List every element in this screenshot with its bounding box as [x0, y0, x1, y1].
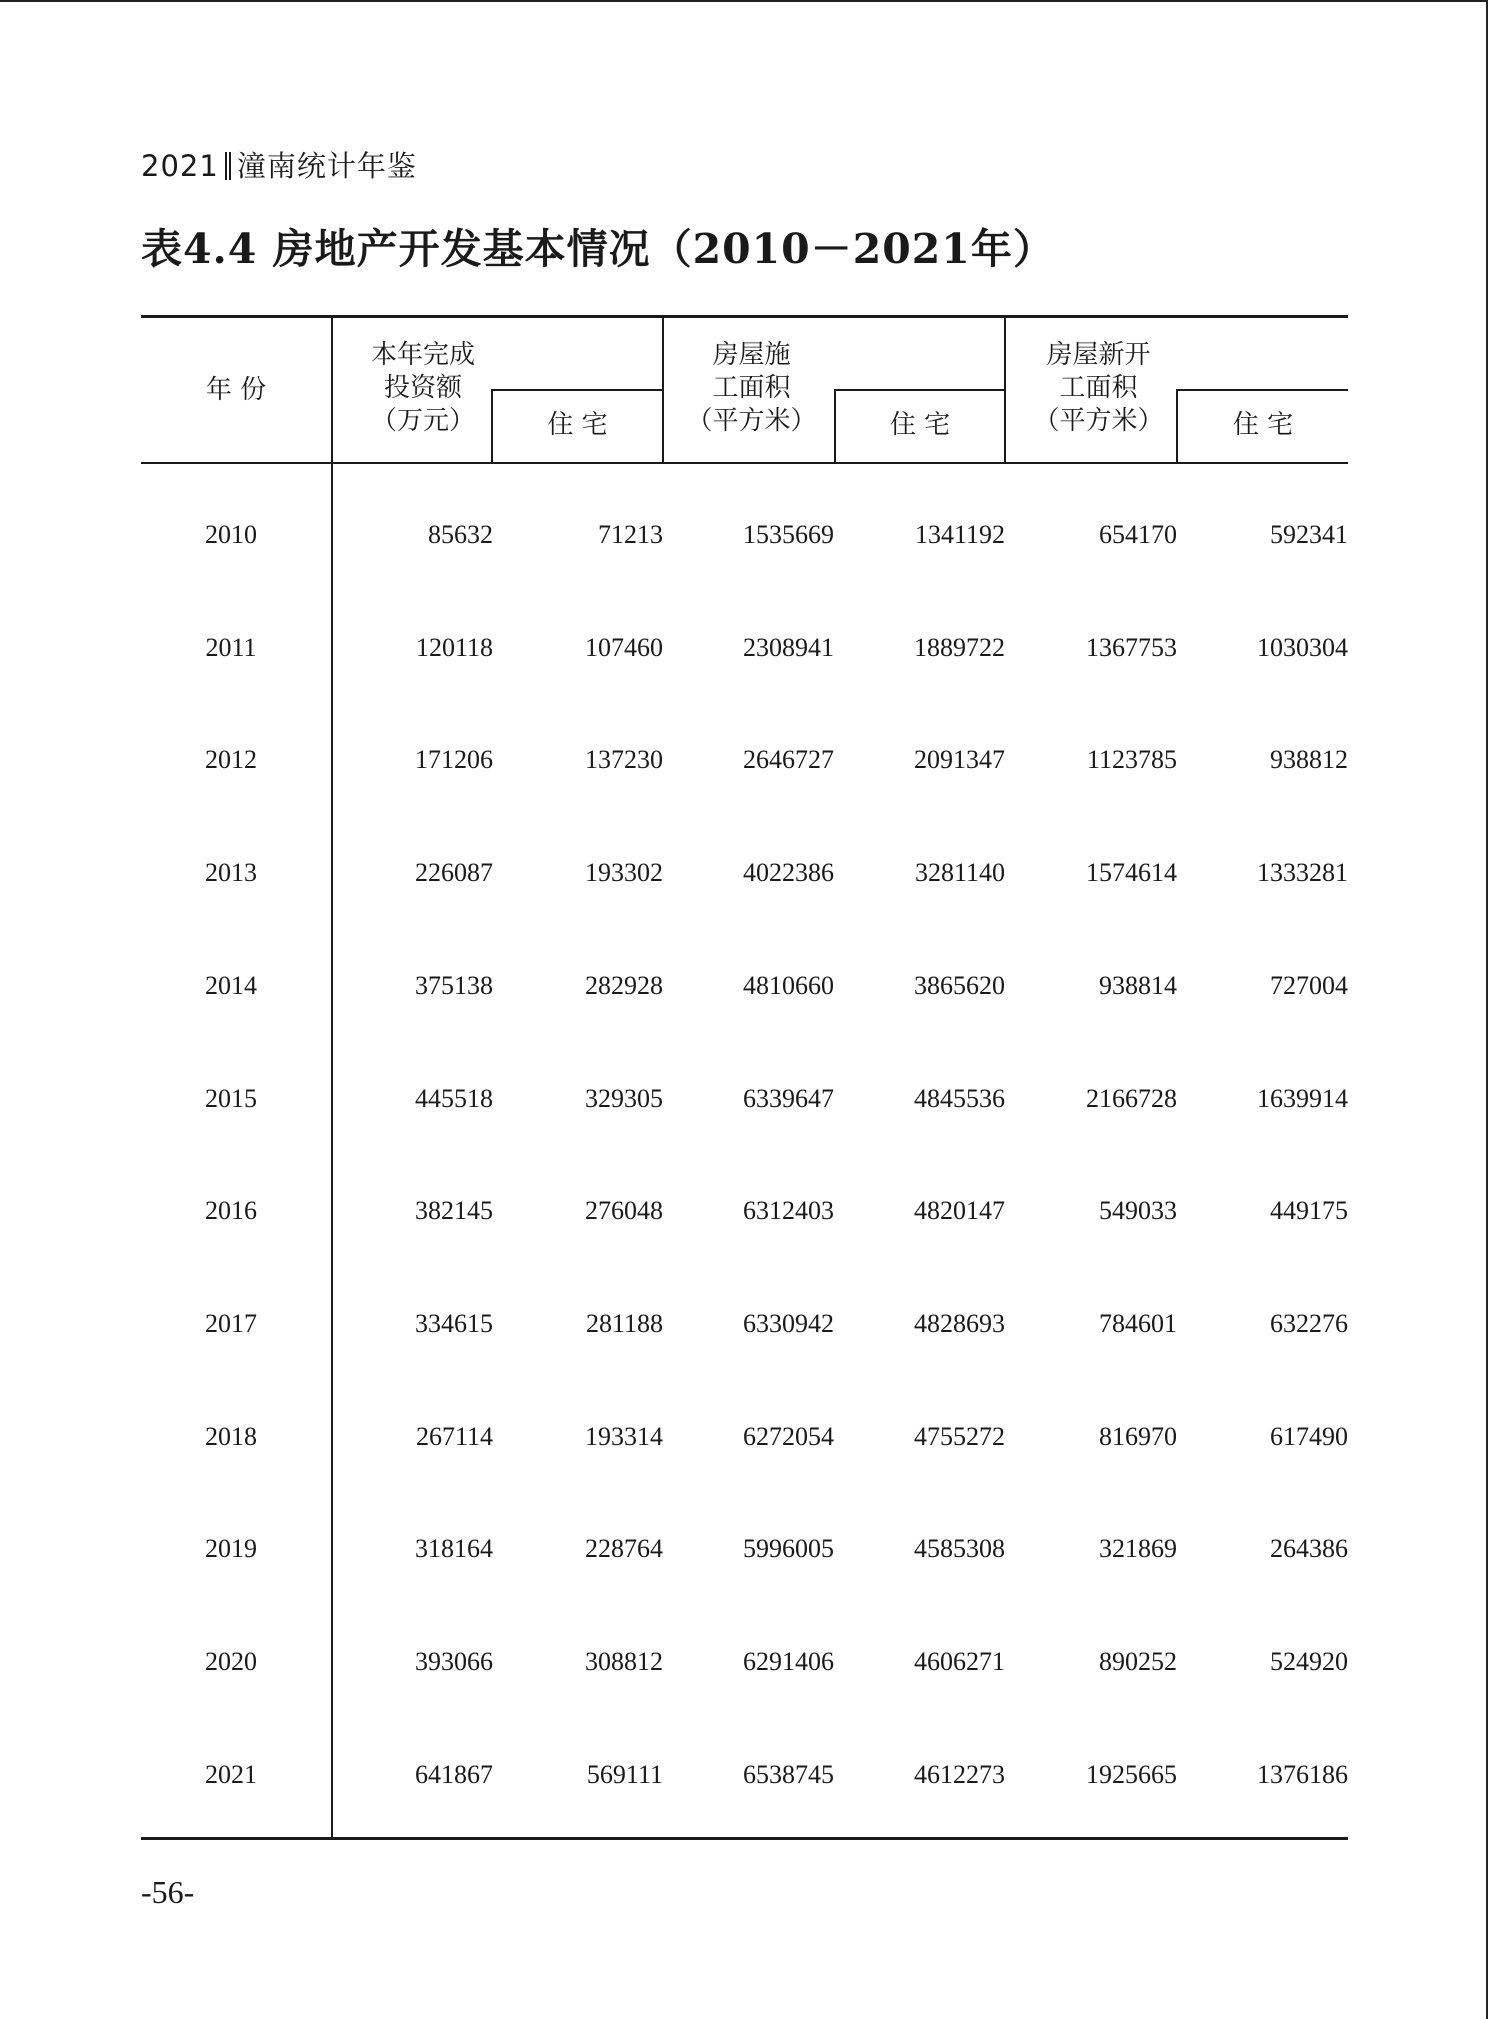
header-investment-residential: 住 宅 [547, 410, 608, 440]
construction-residential-cell: 3281140 [914, 858, 1005, 887]
page-border-top [0, 0, 1488, 2]
year-cell: 2019 [205, 1534, 257, 1563]
new-construction-residential-cell: 449175 [1270, 1196, 1348, 1225]
table-top-rule [141, 315, 1348, 318]
new-construction-cell: 784601 [1099, 1309, 1177, 1338]
year-cell: 2018 [205, 1422, 257, 1451]
investment-cell: 318164 [415, 1534, 493, 1563]
header-new-construction-residential: 住 宅 [1232, 410, 1294, 440]
construction-cell: 2308941 [743, 633, 834, 662]
investment-cell: 85632 [428, 520, 493, 549]
new-construction-cell: 890252 [1099, 1647, 1177, 1676]
construction-cell: 6291406 [743, 1647, 834, 1676]
investment-residential-cell: 282928 [585, 971, 663, 1000]
construction-residential-cell: 4820147 [914, 1196, 1005, 1225]
header-construction-line-2: 工面积 [712, 373, 791, 403]
double-bar-separator-icon [225, 152, 231, 180]
header-construction-residential: 住 宅 [889, 410, 951, 440]
year-cell: 2016 [205, 1196, 257, 1225]
construction-cell: 4022386 [743, 858, 834, 887]
new-construction-residential-cell: 592341 [1270, 520, 1348, 549]
investment-residential-cell: 107460 [585, 633, 663, 662]
header-construction [664, 339, 839, 438]
construction-cell: 2646727 [743, 745, 834, 774]
construction-residential-cell: 3865620 [914, 971, 1005, 1000]
construction-cell: 6538745 [743, 1760, 834, 1789]
construction-residential-cell: 1341192 [914, 520, 1005, 549]
year-cell: 2010 [205, 520, 257, 549]
header-investment-line-2: 投资额 [383, 373, 462, 403]
new-construction-cell: 549033 [1099, 1196, 1177, 1225]
investment-cell: 267114 [415, 1422, 493, 1451]
construction-cell: 4810660 [743, 971, 834, 1000]
construction-residential-cell: 1889722 [914, 633, 1005, 662]
header-investment-line-1: 本年完成 [370, 340, 475, 370]
subheader-rule-investment [491, 389, 663, 391]
investment-residential-cell: 228764 [585, 1534, 663, 1563]
investment-residential-cell: 569111 [586, 1760, 663, 1789]
construction-residential-cell: 4606271 [914, 1647, 1005, 1676]
investment-cell: 334615 [415, 1309, 493, 1338]
construction-cell: 6312403 [743, 1196, 834, 1225]
year-cell: 2021 [205, 1760, 257, 1789]
construction-cell: 6330942 [743, 1309, 834, 1338]
new-construction-cell: 321869 [1099, 1534, 1177, 1563]
running-head-book-title: 潼南统计年鉴 [236, 149, 417, 183]
table-bottom-rule [141, 1837, 1348, 1840]
subheader-rule-new-construction [1176, 389, 1348, 391]
header-investment-line-3: （万元） [370, 406, 475, 436]
header-construction-line-3: （平方米） [686, 406, 817, 436]
construction-cell: 6339647 [743, 1084, 834, 1113]
page-number: -56- [141, 1874, 195, 1910]
construction-residential-cell: 2091347 [914, 745, 1005, 774]
new-construction-cell: 1925665 [1086, 1760, 1177, 1789]
investment-residential-cell: 193314 [585, 1422, 663, 1451]
construction-residential-cell: 4828693 [914, 1309, 1005, 1338]
year-cell: 2012 [205, 745, 257, 774]
year-cell: 2014 [205, 971, 257, 1000]
investment-residential-cell: 308812 [585, 1647, 663, 1676]
new-construction-residential-cell: 727004 [1270, 971, 1348, 1000]
header-new-construction-line-2: 工面积 [1059, 373, 1138, 403]
header-construction-line-1: 房屋施 [712, 340, 791, 370]
investment-cell: 393066 [415, 1647, 493, 1676]
investment-residential-cell: 193302 [585, 858, 663, 887]
new-construction-cell: 938814 [1099, 971, 1177, 1000]
investment-cell: 171206 [415, 745, 493, 774]
header-investment [333, 339, 513, 438]
year-cell: 2020 [205, 1647, 257, 1676]
investment-residential-cell: 276048 [585, 1196, 663, 1225]
header-year: 年 份 [205, 375, 267, 405]
header-bottom-rule [141, 462, 1348, 464]
construction-cell: 5996005 [743, 1534, 834, 1563]
running-head-year: 2021 [141, 149, 219, 183]
new-construction-cell: 1367753 [1086, 633, 1177, 662]
new-construction-residential-cell: 617490 [1270, 1422, 1348, 1451]
new-construction-residential-cell: 1333281 [1257, 858, 1348, 887]
investment-residential-cell: 137230 [585, 745, 663, 774]
new-construction-residential-cell: 1376186 [1257, 1760, 1348, 1789]
header-new-construction-line-3: （平方米） [1033, 406, 1164, 436]
year-cell: 2011 [205, 633, 257, 662]
year-cell: 2017 [205, 1309, 257, 1338]
subheader-rule-construction [834, 389, 1005, 391]
investment-residential-cell: 329305 [585, 1084, 663, 1113]
new-construction-cell: 654170 [1099, 520, 1177, 549]
year-cell: 2015 [205, 1084, 257, 1113]
year-cell: 2013 [205, 858, 257, 887]
running-head [141, 144, 417, 185]
investment-cell: 445518 [415, 1084, 493, 1113]
investment-cell: 120118 [415, 633, 493, 662]
new-construction-residential-cell: 632276 [1270, 1309, 1348, 1338]
investment-residential-cell: 71213 [598, 520, 663, 549]
construction-residential-cell: 4755272 [914, 1422, 1005, 1451]
new-construction-cell: 1123785 [1086, 745, 1177, 774]
investment-cell: 226087 [415, 858, 493, 887]
investment-cell: 382145 [415, 1196, 493, 1225]
construction-residential-cell: 4612273 [914, 1760, 1005, 1789]
new-construction-cell: 1574614 [1086, 858, 1177, 887]
construction-residential-cell: 4585308 [914, 1534, 1005, 1563]
new-construction-cell: 2166728 [1086, 1084, 1177, 1113]
header-new-construction-line-1: 房屋新开 [1046, 340, 1151, 370]
construction-residential-cell: 4845536 [914, 1084, 1005, 1113]
investment-cell: 641867 [415, 1760, 493, 1789]
new-construction-residential-cell: 1639914 [1257, 1084, 1348, 1113]
new-construction-cell: 816970 [1099, 1422, 1177, 1451]
table-title: 表4.4 房地产开发基本情况（2010－2021年） [141, 225, 1055, 273]
new-construction-residential-cell: 524920 [1270, 1647, 1348, 1676]
construction-cell: 6272054 [743, 1422, 834, 1451]
construction-cell: 1535669 [743, 520, 834, 549]
investment-residential-cell: 281188 [585, 1309, 663, 1338]
new-construction-residential-cell: 1030304 [1257, 633, 1348, 662]
header-new-construction [1006, 339, 1191, 438]
investment-cell: 375138 [415, 971, 493, 1000]
new-construction-residential-cell: 264386 [1270, 1534, 1348, 1563]
new-construction-residential-cell: 938812 [1270, 745, 1348, 774]
